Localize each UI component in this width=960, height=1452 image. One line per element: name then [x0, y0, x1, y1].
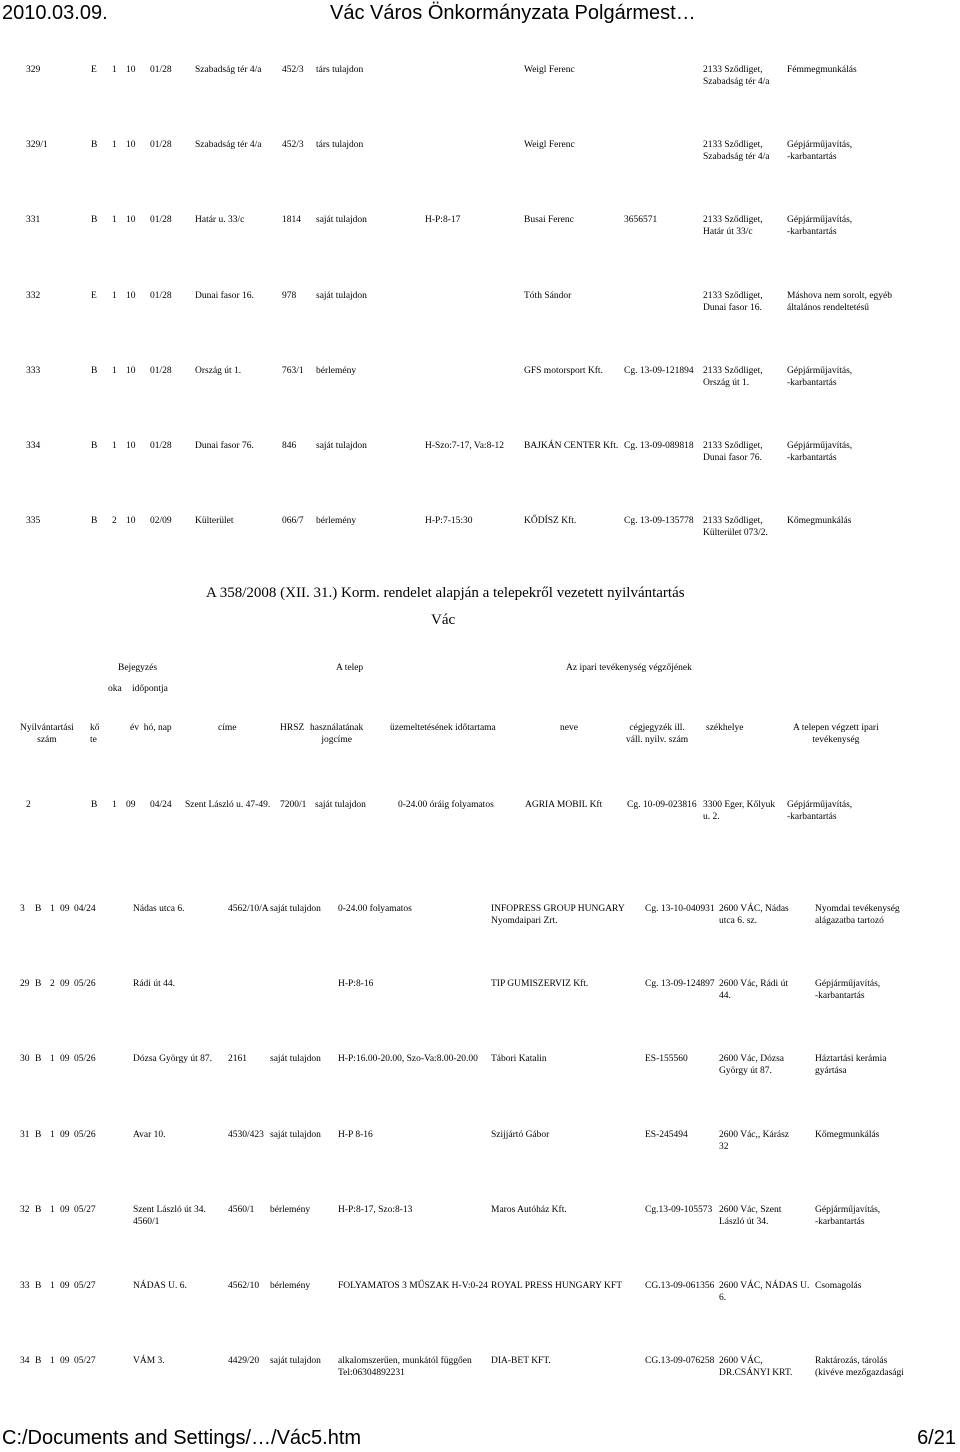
- cell-nap: 05/27: [74, 1356, 96, 1366]
- cell-neve: Tóth Sándor: [524, 291, 572, 301]
- cell-ok: B: [91, 800, 98, 810]
- cell-ok: B: [35, 1281, 42, 1291]
- cell-tev: Gépjárműjavítás, -karbantartás: [787, 140, 853, 162]
- cell-neve: Weigl Ferenc: [524, 65, 575, 75]
- cell-ido: FOLYAMATOS 3 MŰSZAK H-V:0-24: [338, 1281, 488, 1291]
- col-cegjegyzek: cégjegyzék ill. váll. nyilv. szám: [626, 723, 689, 745]
- cell-ho: 09: [60, 1130, 70, 1140]
- cell-cegj: Cg. 13-09-089818: [624, 441, 694, 451]
- cell-ho: 10: [126, 441, 136, 451]
- cell-hrsz: 4530/423: [228, 1130, 264, 1140]
- cell-szekhely: 3300 Eger, Kőlyuk u. 2.: [703, 800, 776, 822]
- cell-cime: Dunai fasor 76.: [195, 441, 254, 451]
- cell-nap: 05/26: [74, 979, 96, 989]
- cell-nyilv: 31: [20, 1130, 30, 1140]
- cell-nap: 01/28: [150, 215, 172, 225]
- cell-jogcim: társ tulajdon: [316, 140, 364, 150]
- cell-tev: Gépjárműjavítás, -karbantartás: [787, 366, 853, 388]
- cell-nyilv: 29: [20, 979, 30, 989]
- cell-ho: 10: [126, 291, 136, 301]
- cell-nyilv: 329/1: [26, 140, 48, 150]
- cell-nyilv: 3: [20, 904, 25, 914]
- cell-jogcim: saját tulajdon: [315, 800, 366, 810]
- cell-hrsz: 066/7: [282, 516, 304, 526]
- cell-ev: 1: [112, 140, 117, 150]
- cell-ido: H-P:16.00-20.00, Szo-Va:8.00-20.00: [338, 1054, 478, 1064]
- cell-szekhely: 2133 Sződliget, Ország út 1.: [703, 366, 763, 388]
- group-bejegyzes: Bejegyzés: [118, 663, 158, 673]
- cell-neve: Busai Ferenc: [524, 215, 574, 225]
- cell-ok: B: [35, 1356, 42, 1366]
- cell-ok: B: [91, 366, 98, 376]
- cell-tev: Fémmegmunkálás: [787, 65, 857, 75]
- cell-nyilv: 32: [20, 1205, 30, 1215]
- cell-tev: Kőmegmunkálás: [787, 516, 852, 526]
- cell-nyilv: 331: [26, 215, 41, 225]
- cell-ok: B: [91, 516, 98, 526]
- cell-ho: 10: [126, 65, 136, 75]
- cell-tev: Gépjárműjavítás, -karbantartás: [787, 441, 853, 463]
- cell-tev: Raktározás, tárolás (kivéve mezőgazdasági: [815, 1356, 904, 1378]
- group-telep: A telep: [336, 663, 364, 673]
- cell-hrsz: 2161: [228, 1054, 247, 1064]
- group-vegzo: Az ipari tevékenység végzőjének: [566, 663, 692, 673]
- cell-cegj: Cg. 13-10-040931: [645, 904, 715, 914]
- cell-nap: 02/09: [150, 516, 172, 526]
- cell-tev: Máshova nem sorolt, egyéb általános rendeltetésű: [787, 291, 893, 313]
- cell-cegj: CG.13-09-061356: [645, 1281, 715, 1291]
- cell-jogcim: saját tulajdon: [316, 291, 367, 301]
- print-file-path: C:/Documents and Settings/…/Vác5.htm: [2, 1427, 362, 1449]
- cell-hrsz: 978: [282, 291, 297, 301]
- cell-tev: Gépjárműjavítás, -karbantartás: [787, 215, 853, 237]
- col-neve: neve: [560, 723, 578, 733]
- cell-ido: H-P:8-17: [425, 215, 461, 225]
- cell-ev: 2: [112, 516, 117, 526]
- cell-ho: 10: [126, 215, 136, 225]
- cell-cegj: Cg. 13-09-124897: [645, 979, 715, 989]
- cell-ho: 10: [126, 140, 136, 150]
- cell-jogcim: bérlemény: [316, 366, 357, 376]
- col-ev-ho-nap: év hó, nap: [130, 723, 172, 733]
- cell-jogcim: bérlemény: [270, 1281, 311, 1291]
- cell-jogcim: saját tulajdon: [270, 1130, 321, 1140]
- cell-nap: 01/28: [150, 65, 172, 75]
- cell-ho: 09: [60, 1205, 70, 1215]
- cell-szekhely: 2600 VÁC, Nádas utca 6. sz.: [719, 904, 789, 926]
- cell-neve: Szijjártó Gábor: [491, 1130, 550, 1140]
- cell-ok: B: [91, 140, 98, 150]
- cell-neve: GFS motorsport Kft.: [524, 366, 603, 376]
- cell-cegj: Cg. 10-09-023816: [627, 800, 697, 810]
- cell-ido: alkalomszerűen, munkától függően Tel:06304892231: [338, 1356, 472, 1378]
- cell-ev: 1: [112, 215, 117, 225]
- cell-tev: Gépjárműjavítás, -karbantartás: [787, 800, 853, 822]
- cell-cime: Határ u. 33/c: [195, 215, 245, 225]
- col-jogcim: használatának jogcíme: [310, 723, 364, 745]
- cell-nyilv: 333: [26, 366, 41, 376]
- cell-ok: E: [91, 65, 97, 75]
- cell-cime: Nádas utca 6.: [133, 904, 185, 914]
- cell-jogcim: bérlemény: [316, 516, 357, 526]
- browser-print-footer: [0, 1420, 960, 1452]
- cell-nap: 05/27: [74, 1205, 96, 1215]
- cell-nyilv: 30: [20, 1054, 30, 1064]
- cell-tev: Gépjárműjavítás, -karbantartás: [815, 979, 881, 1001]
- cell-jogcim: saját tulajdon: [316, 441, 367, 451]
- cell-nyilv: 2: [26, 800, 31, 810]
- browser-print-header: [0, 0, 960, 34]
- cell-nap: 04/24: [150, 800, 172, 810]
- cell-ok: B: [35, 1130, 42, 1140]
- cell-ev: 1: [112, 800, 117, 810]
- cell-jogcim: bérlemény: [270, 1205, 311, 1215]
- cell-ido: 0-24.00 óráig folyamatos: [398, 800, 494, 810]
- cell-nap: 05/27: [74, 1281, 96, 1291]
- cell-ev: 1: [112, 441, 117, 451]
- print-date: 2010.03.09.: [2, 2, 108, 24]
- col-nyilvantartasi-szam: Nyilvántartási szám: [20, 723, 74, 745]
- cell-cegj: ES-245494: [645, 1130, 688, 1140]
- cell-szekhely: 2133 Sződliget, Határ út 33/c: [703, 215, 763, 237]
- cell-neve: INFOPRESS GROUP HUNGARY Nyomdaipari Zrt.: [491, 904, 625, 926]
- cell-szekhely: 2133 Sződliget, Szabadság tér 4/a: [703, 65, 770, 87]
- section-heading: A 358/2008 (XII. 31.) Korm. rendelet alapján a telepekről vezetett nyilvántartás: [206, 585, 685, 601]
- cell-ev: 1: [112, 65, 117, 75]
- cell-hrsz: 7200/1: [280, 800, 307, 810]
- cell-nap: 01/28: [150, 140, 172, 150]
- cell-szekhely: 2600 Vác,, Kárász 32: [719, 1130, 789, 1152]
- cell-ido: H-P:7-15:30: [425, 516, 473, 526]
- cell-cime: Dózsa György út 87.: [133, 1054, 212, 1064]
- cell-szekhely: 2600 VÁC, DR.CSÁNYI KRT.: [719, 1356, 793, 1378]
- cell-nap: 01/28: [150, 441, 172, 451]
- print-title: Vác Város Önkormányzata Polgármest…: [330, 2, 696, 24]
- cell-cime: Rádi út 44.: [133, 979, 175, 989]
- cell-nap: 05/26: [74, 1054, 96, 1064]
- cell-ho: 09: [126, 800, 136, 810]
- cell-cegj: Cg.13-09-105573: [645, 1205, 713, 1215]
- cell-cime: Szent László u. 47-49.: [185, 800, 271, 810]
- cell-ev: 1: [50, 1130, 55, 1140]
- cell-cime: Külterület: [195, 516, 234, 526]
- cell-tev: Kőmegmunkálás: [815, 1130, 880, 1140]
- cell-ev: 1: [50, 904, 55, 914]
- section-subheading: Vác: [431, 612, 456, 628]
- cell-ido: H-P:8-16: [338, 979, 374, 989]
- cell-tev: Csomagolás: [815, 1281, 862, 1291]
- cell-neve: Tábori Katalin: [491, 1054, 547, 1064]
- cell-ido: H-Szo:7-17, Va:8-12: [425, 441, 504, 451]
- cell-ev: 1: [50, 1054, 55, 1064]
- cell-nyilv: 335: [26, 516, 41, 526]
- cell-nyilv: 334: [26, 441, 41, 451]
- cell-ok: B: [35, 1054, 42, 1064]
- cell-szekhely: 2133 Sződliget, Külterület 073/2.: [703, 516, 768, 538]
- cell-ido: H-P 8-16: [338, 1130, 373, 1140]
- cell-nyilv: 33: [20, 1281, 30, 1291]
- cell-ok: E: [91, 291, 97, 301]
- cell-ho: 09: [60, 904, 70, 914]
- cell-nap: 01/28: [150, 291, 172, 301]
- col-kod: kő te: [90, 723, 100, 745]
- col-hrsz: HRSZ: [280, 723, 305, 733]
- cell-ok: B: [91, 441, 98, 451]
- cell-ok: B: [35, 1205, 42, 1215]
- cell-szekhely: 2133 Sződliget, Szabadság tér 4/a: [703, 140, 770, 162]
- cell-cegj: 3656571: [624, 215, 658, 225]
- cell-nyilv: 329: [26, 65, 41, 75]
- cell-ho: 10: [126, 516, 136, 526]
- cell-cegj: Cg. 13-09-135778: [624, 516, 694, 526]
- cell-tev: Nyomdai tevékenység alágazatba tartozó: [815, 904, 900, 926]
- cell-neve: Weigl Ferenc: [524, 140, 575, 150]
- col-szekhely: székhelye: [706, 723, 744, 733]
- col-idotartam: üzemeltetésének időtartama: [390, 723, 496, 733]
- cell-nyilv: 34: [20, 1356, 30, 1366]
- cell-hrsz: 452/3: [282, 140, 304, 150]
- col-cime: címe: [218, 723, 237, 733]
- cell-neve: Maros Autóház Kft.: [491, 1205, 567, 1215]
- cell-ho: 10: [126, 366, 136, 376]
- print-page-number: 6/21: [917, 1427, 956, 1449]
- cell-cime: VÁM 3.: [133, 1356, 165, 1366]
- cell-nap: 04/24: [74, 904, 96, 914]
- cell-jogcim: saját tulajdon: [270, 1356, 321, 1366]
- cell-ido: 0-24.00 folyamatos: [338, 904, 412, 914]
- cell-ev: 1: [112, 366, 117, 376]
- cell-hrsz: 4562/10: [228, 1281, 260, 1291]
- cell-szekhely: 2133 Sződliget, Dunai fasor 76.: [703, 441, 763, 463]
- cell-ho: 09: [60, 979, 70, 989]
- cell-ev: 1: [112, 291, 117, 301]
- cell-hrsz: 4560/1: [228, 1205, 255, 1215]
- cell-hrsz: 4562/10/A: [228, 904, 269, 914]
- cell-ev: 2: [50, 979, 55, 989]
- cell-jogcim: társ tulajdon: [316, 65, 364, 75]
- cell-hrsz: 1814: [282, 215, 301, 225]
- cell-ho: 09: [60, 1054, 70, 1064]
- cell-cegj: ES-155560: [645, 1054, 688, 1064]
- cell-cime: NÁDAS U. 6.: [133, 1281, 187, 1291]
- cell-szekhely: 2600 VÁC, NÁDAS U. 6.: [719, 1281, 810, 1303]
- cell-hrsz: 452/3: [282, 65, 304, 75]
- cell-ev: 1: [50, 1356, 55, 1366]
- cell-neve: TIP GUMISZERVIZ Kft.: [491, 979, 589, 989]
- cell-szekhely: 2133 Sződliget, Dunai fasor 16.: [703, 291, 763, 313]
- cell-jogcim: saját tulajdon: [270, 904, 321, 914]
- cell-cime: Dunai fasor 16.: [195, 291, 254, 301]
- cell-ev: 1: [50, 1205, 55, 1215]
- cell-nap: 01/28: [150, 366, 172, 376]
- cell-cime: Szent László út 34. 4560/1: [133, 1205, 206, 1227]
- cell-cime: Ország út 1.: [195, 366, 242, 376]
- group-idopontja: időpontja: [132, 684, 168, 694]
- cell-neve: KŐDÍSZ Kft.: [524, 516, 577, 526]
- cell-szekhely: 2600 Vác, Dózsa György út 87.: [719, 1054, 784, 1076]
- cell-ev: 1: [50, 1281, 55, 1291]
- cell-neve: BAJKÁN CENTER Kft.: [524, 441, 619, 451]
- col-tevekenyseg: A telepen végzett ipari tevékenység: [793, 723, 879, 745]
- cell-neve: ROYAL PRESS HUNGARY KFT: [491, 1281, 623, 1291]
- cell-nyilv: 332: [26, 291, 41, 301]
- cell-ok: B: [91, 215, 98, 225]
- cell-tev: Háztartási kerámia gyártása: [815, 1054, 887, 1076]
- group-oka: oka: [108, 684, 122, 694]
- cell-ok: B: [35, 979, 42, 989]
- cell-hrsz: 763/1: [282, 366, 304, 376]
- cell-szekhely: 2600 Vác, Szent László út 34.: [719, 1205, 782, 1227]
- cell-jogcim: saját tulajdon: [270, 1054, 321, 1064]
- cell-hrsz: 4429/20: [228, 1356, 260, 1366]
- cell-neve: DIA-BET KFT.: [491, 1356, 551, 1366]
- cell-cime: Avar 10.: [133, 1130, 166, 1140]
- cell-cime: Szabadság tér 4/a: [195, 140, 262, 150]
- cell-cegj: CG.13-09-076258: [645, 1356, 715, 1366]
- cell-ho: 09: [60, 1356, 70, 1366]
- cell-cegj: Cg. 13-09-121894: [624, 366, 694, 376]
- cell-jogcim: saját tulajdon: [316, 215, 367, 225]
- cell-nap: 05/26: [74, 1130, 96, 1140]
- cell-ido: H-P:8-17, Szo:8-13: [338, 1205, 413, 1215]
- cell-neve: AGRIA MOBIL Kft: [525, 800, 603, 810]
- cell-szekhely: 2600 Vác, Rádi út 44.: [719, 979, 788, 1001]
- cell-tev: Gépjárműjavítás, -karbantartás: [815, 1205, 881, 1227]
- cell-ok: B: [35, 904, 42, 914]
- cell-ho: 09: [60, 1281, 70, 1291]
- cell-hrsz: 846: [282, 441, 297, 451]
- cell-cime: Szabadság tér 4/a: [195, 65, 262, 75]
